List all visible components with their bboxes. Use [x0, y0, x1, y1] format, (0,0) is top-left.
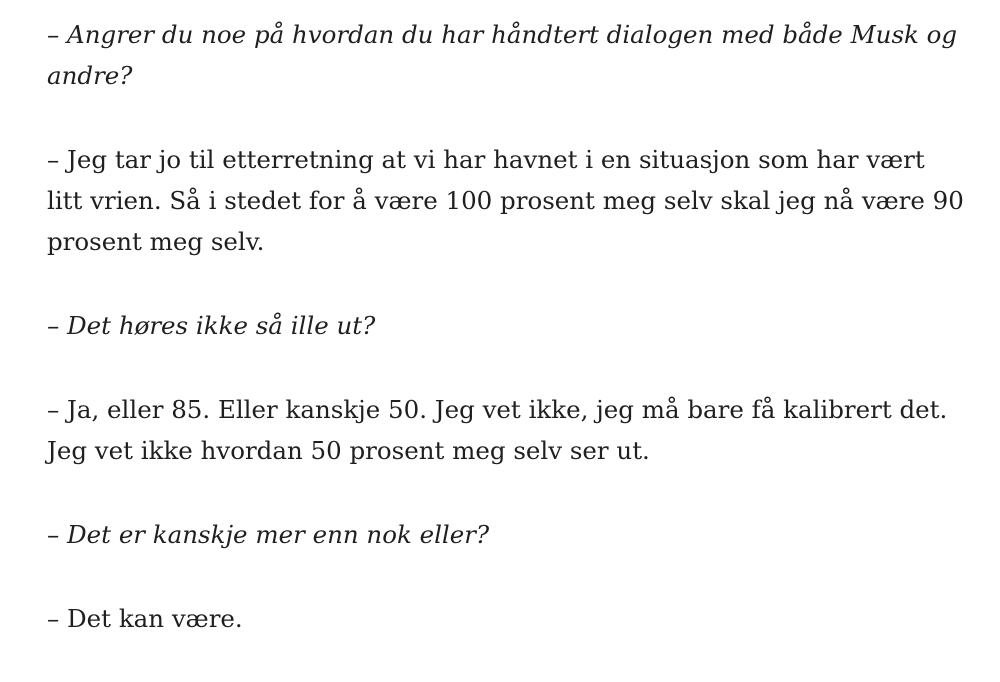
article-body: [47, 14, 967, 682]
interview-answer: – Jeg tar jo til etterretning at vi har havnet i en situasjon som har vært litt vrien. Så i stedet for å være 100 prosent meg selv skal jeg nå være 90 prosent meg selv.: [47, 145, 964, 256]
interview-question: – Det er kanskje mer enn nok eller?: [47, 520, 490, 549]
interview-answer: – Det kan være.: [47, 604, 243, 633]
interview-question: – Angrer du noe på hvordan du har håndtert dialogen med både Musk og andre?: [47, 20, 958, 90]
interview-answer: – Ja, eller 85. Eller kanskje 50. Jeg vet ikke, jeg må bare få kalibrert det. Jeg vet ikke hvordan 50 prosent meg selv ser ut.: [47, 395, 948, 465]
interview-question: – Det høres ikke så ille ut?: [47, 311, 376, 340]
